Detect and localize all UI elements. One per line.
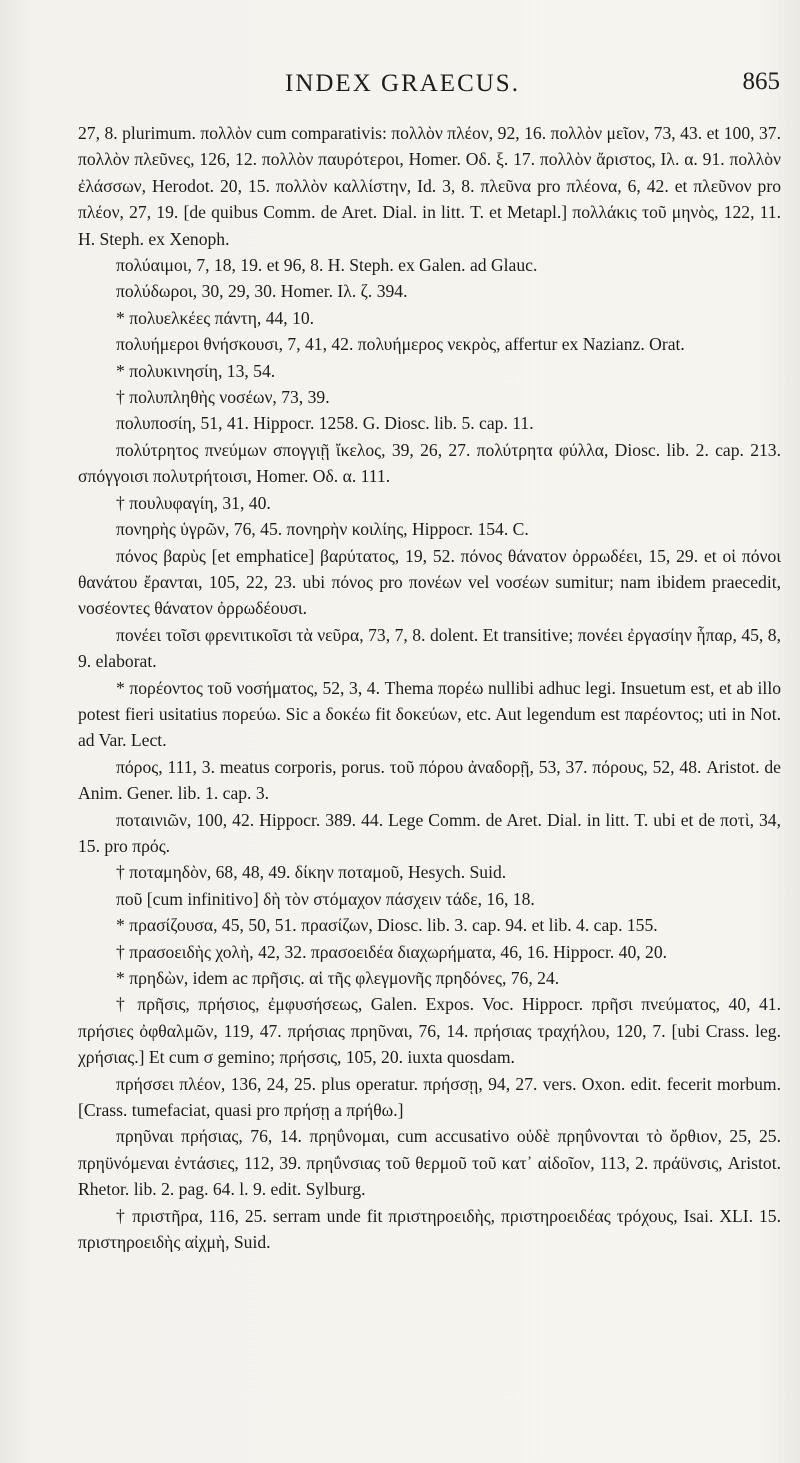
index-entry: 27, 8. plurimum. πολλὸν cum comparativis: πολλὸν πλέον, 92, 16. πολλὸν μεῖον, 73, 43. et 100, 37. πολλὸν πλεῦνες, 126, 12. πολλὸν παυρότεροι, Homer. Οδ. ξ. 17. πολλὸν ἄριστος, Ιλ. α. 91. πολλὸν ἐλάσσων, Herodot. 20, 15. πολλὸν καλλίστην, Id. 3, 8. πλεῦνα pro πλέονα, 6, 42. et πλεῦνον pro πλέον, 27, 19. [de quibus Comm. de Aret. Dial. in litt. Τ. et Metapl.] πολλάκις τοῦ μηνὸς, 122, 11. H. Steph. ex Xenoph. xyxy=(78,123,781,249)
index-entry: πολυποσίη, 51, 41. Hippocr. 1258. G. Diosc. lib. 5. cap. 11. xyxy=(116,413,534,434)
index-text xyxy=(78,120,781,1255)
page-header xyxy=(80,64,786,104)
index-entry: † πρῆσις, πρήσιος, ἐμφυσήσεως, Galen. Expos. Voc. Hippocr. πρῆσι πνεύματος, 40, 41. πρήσιες ὀφθαλμῶν, 119, 47. πρήσιας πρηῦναι, 76, 14. πρήσιας τραχήλου, 120, 7. [ubi Crass. leg. χρήσιας.] Et cum σ gemino; πρήσσις, 105, 20. iuxta quosdam. xyxy=(78,994,781,1068)
index-entry: πολύτρητος πνεύμων σπογγιῇ ἴκελος, 39, 26, 27. πολύτρητα φύλλα, Diosc. lib. 2. cap. 213. σπόγγοισι πολυτρήτοισι, Homer. Οδ. α. 111. xyxy=(78,439,781,487)
index-entry: ποῦ [cum infinitivo] δὴ τὸν στόμαχον πάσχειν τάδε, 16, 18. xyxy=(116,888,535,909)
index-entry: πόνος βαρὺς [et emphatice] βαρύτατος, 19, 52. πόνος θάνατον ὀρρωδέει, 15, 29. et οἱ πόνοι θανάτου ἔρανται, 105, 22, 23. ubi πόνος pro πονέων vel νοσέων sumitur; nam ibidem praecedit, νοσέοντες θάνατον ὀρρωδέουσι. xyxy=(78,545,781,619)
index-entry: * πρασίζουσα, 45, 50, 51. πρασίζων, Diosc. lib. 3. cap. 94. et lib. 4. cap. 155. xyxy=(116,915,658,936)
index-entry: πολύαιμοι, 7, 18, 19. et 96, 8. H. Steph. ex Galen. ad Glauc. xyxy=(116,255,538,276)
running-title: INDEX GRAECUS. xyxy=(285,70,520,97)
index-entry: πρήσσει πλέον, 136, 24, 25. plus operatur. πρήσσῃ, 94, 27. vers. Oxon. edit. fecerit morbum. [Crass. tumefaciat, quasi pro πρήσῃ a πρήθω.] xyxy=(78,1073,781,1121)
index-entry: † ποταμηδὸν, 68, 48, 49. δίκην ποταμοῦ, Hesych. Suid. xyxy=(116,862,507,883)
page-number: 865 xyxy=(742,68,780,95)
index-entry: πόρος, 111, 3. meatus corporis, porus. τοῦ πόρου ἀναδορῇ, 53, 37. πόρους, 52, 48. Aristot. de Anim. Gener. lib. 1. cap. 3. xyxy=(78,756,781,804)
index-entry: πολύδωροι, 30, 29, 30. Homer. Ιλ. ζ. 394. xyxy=(116,281,408,302)
index-entry: † πριστῆρα, 116, 25. serram unde fit πριστηροειδὴς, πριστηροειδέας τρόχους, Isai. XLI. 15. πριστηροειδὴς αἰχμὴ, Suid. xyxy=(78,1205,781,1253)
index-entry: πολυήμεροι θνήσκουσι, 7, 41, 42. πολυήμερος νεκρὸς, affertur ex Nazianz. Orat. xyxy=(116,334,685,355)
index-entry: πονέει τοῖσι φρενιτικοῖσι τὰ νεῦρα, 73, 7, 8. dolent. Et transitive; πονέει ἐργασίην ἧπαρ, 45, 8, 9. elaborat. xyxy=(78,624,781,672)
index-entry: * πολυκινησίη, 13, 54. xyxy=(116,360,276,381)
index-entry: * πορέοντος τοῦ νοσήματος, 52, 3, 4. Thema πορέω nullibi adhuc legi. Insuetum est, et ab illo potest fieri usitatius πορεύω. Sic a δοκέω fit δοκεύων, etc. Aut legendum est παρέοντος; uti in Not. ad Var. Lect. xyxy=(78,677,781,751)
index-entry: ποταινιῶν, 100, 42. Hippocr. 389. 44. Lege Comm. de Aret. Dial. in litt. Τ. ubi et de ποτὶ, 34, 15. pro πρός. xyxy=(78,809,781,856)
index-entry: † πουλυφαγίη, 31, 40. xyxy=(116,492,271,513)
index-entry: * πρηδὼν, idem ac πρῆσις. αἱ τῆς φλεγμονῆς πρηδόνες, 76, 24. xyxy=(116,968,560,988)
index-entry: πονηρὴς ὑγρῶν, 76, 45. πονηρὴν κοιλίης, Hippocr. 154. C. xyxy=(116,519,529,540)
index-entry: † πολυπληθὴς νοσέων, 73, 39. xyxy=(116,387,330,408)
index-entry: * πολυελκέες πάντη, 44, 10. xyxy=(116,307,315,328)
index-entry: † πρασοειδὴς χολὴ, 42, 32. πρασοειδέα διαχωρήματα, 46, 16. Hippocr. 40, 20. xyxy=(116,941,668,962)
index-entry: πρηῦναι πρήσιας, 76, 14. πρηΰνομαι, cum accusativo οὐδὲ πρηΰνονται τὸ ὄρθιον, 25, 25. πρηϋνόμεναι ἐντάσιες, 112, 39. πρηΰνσιας τοῦ θερμοῦ τοῦ κατ᾽ αἰδοῖον, 113, 2. πράϋνσις, Aristot. Rhetor. lib. 2. pag. 64. l. 9. edit. Sylburg. xyxy=(78,1126,781,1200)
